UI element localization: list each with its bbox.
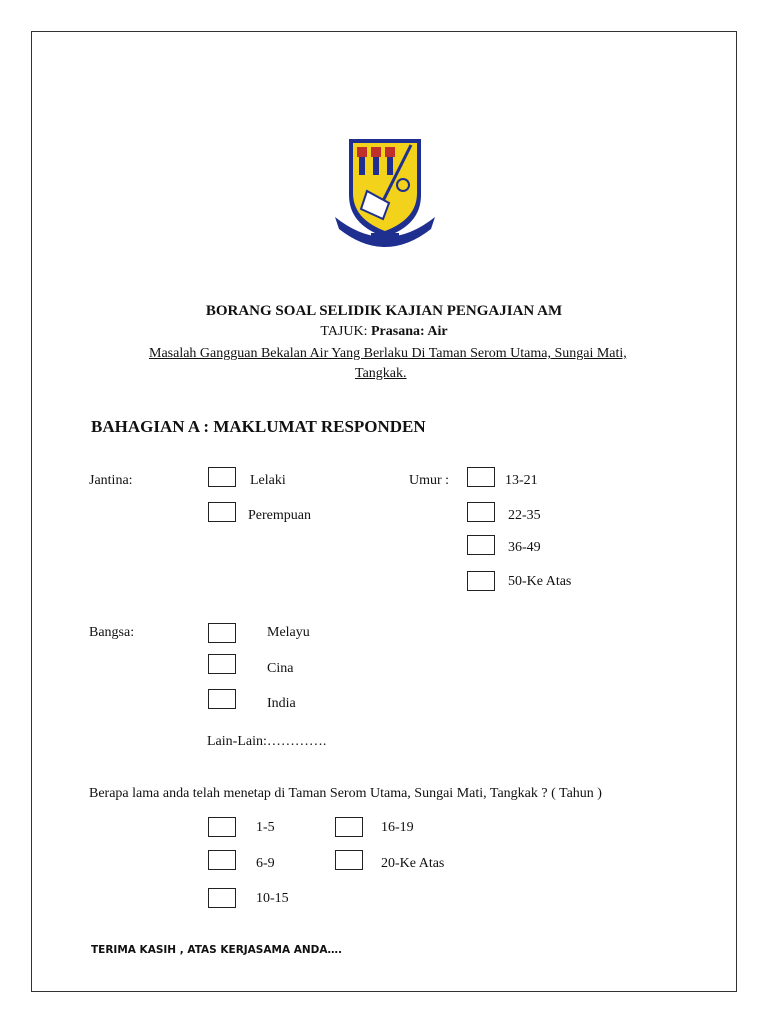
- umur-13-21-label: 13-21: [505, 473, 538, 488]
- umur-22-35-label: 22-35: [508, 508, 541, 523]
- umur-36-49-checkbox[interactable]: [467, 535, 495, 555]
- menetap-6-9-checkbox[interactable]: [208, 850, 236, 870]
- section-a-heading: BAHAGIAN A : MAKLUMAT RESPONDEN: [91, 417, 426, 436]
- umur-13-21-checkbox[interactable]: [467, 467, 495, 487]
- jantina-perempuan-checkbox[interactable]: [208, 502, 236, 522]
- menetap-6-9-label: 6-9: [256, 856, 275, 871]
- umur-50-ke-atas-checkbox[interactable]: [467, 571, 495, 591]
- bangsa-melayu-label: Melayu: [267, 625, 310, 640]
- form-subtitle-line-2: Tangkak.: [355, 366, 407, 381]
- menetap-1-5-checkbox[interactable]: [208, 817, 236, 837]
- umur-22-35-checkbox[interactable]: [467, 502, 495, 522]
- bangsa-cina-label: Cina: [267, 661, 294, 676]
- form-title: BORANG SOAL SELIDIK KAJIAN PENGAJIAN AM: [205, 303, 563, 319]
- menetap-16-19-checkbox[interactable]: [335, 817, 363, 837]
- menetap-20-ke-atas-checkbox[interactable]: [335, 850, 363, 870]
- umur-36-49-label: 36-49: [508, 540, 541, 555]
- menetap-10-15-checkbox[interactable]: [208, 888, 236, 908]
- menetap-20-ke-atas-label: 20-Ke Atas: [381, 856, 445, 871]
- jantina-label: Jantina:: [89, 473, 133, 488]
- form-topic: [31, 324, 737, 340]
- jantina-lelaki-checkbox[interactable]: [208, 467, 236, 487]
- school-crest-logo: [331, 133, 439, 253]
- umur-label: Umur :: [409, 473, 450, 488]
- bangsa-cina-checkbox[interactable]: [208, 654, 236, 674]
- jantina-perempuan-label: Perempuan: [248, 508, 311, 523]
- topic-value: Prasana: Air: [371, 324, 448, 339]
- menetap-1-5-label: 1-5: [256, 820, 275, 835]
- bangsa-india-label: India: [267, 696, 296, 711]
- bangsa-label: Bangsa:: [89, 625, 135, 640]
- jantina-lelaki-label: Lelaki: [250, 473, 286, 488]
- menetap-question: Berapa lama anda telah menetap di Taman Serom Utama, Sungai Mati, Tangkak ? ( Tahun ): [89, 786, 602, 801]
- menetap-16-19-label: 16-19: [381, 820, 414, 835]
- bangsa-india-checkbox[interactable]: [208, 689, 236, 709]
- topic-label: TAJUK:: [320, 324, 371, 339]
- thank-you-note: TERIMA KASIH , ATAS KERJASAMA ANDA….: [91, 944, 342, 956]
- lain-lain-field[interactable]: Lain-Lain:………….: [207, 734, 327, 749]
- menetap-10-15-label: 10-15: [256, 891, 289, 906]
- bangsa-melayu-checkbox[interactable]: [208, 623, 236, 643]
- umur-50-ke-atas-label: 50-Ke Atas: [508, 574, 572, 589]
- form-subtitle-line-1: Masalah Gangguan Bekalan Air Yang Berlaku Di Taman Serom Utama, Sungai Mati,: [149, 346, 627, 361]
